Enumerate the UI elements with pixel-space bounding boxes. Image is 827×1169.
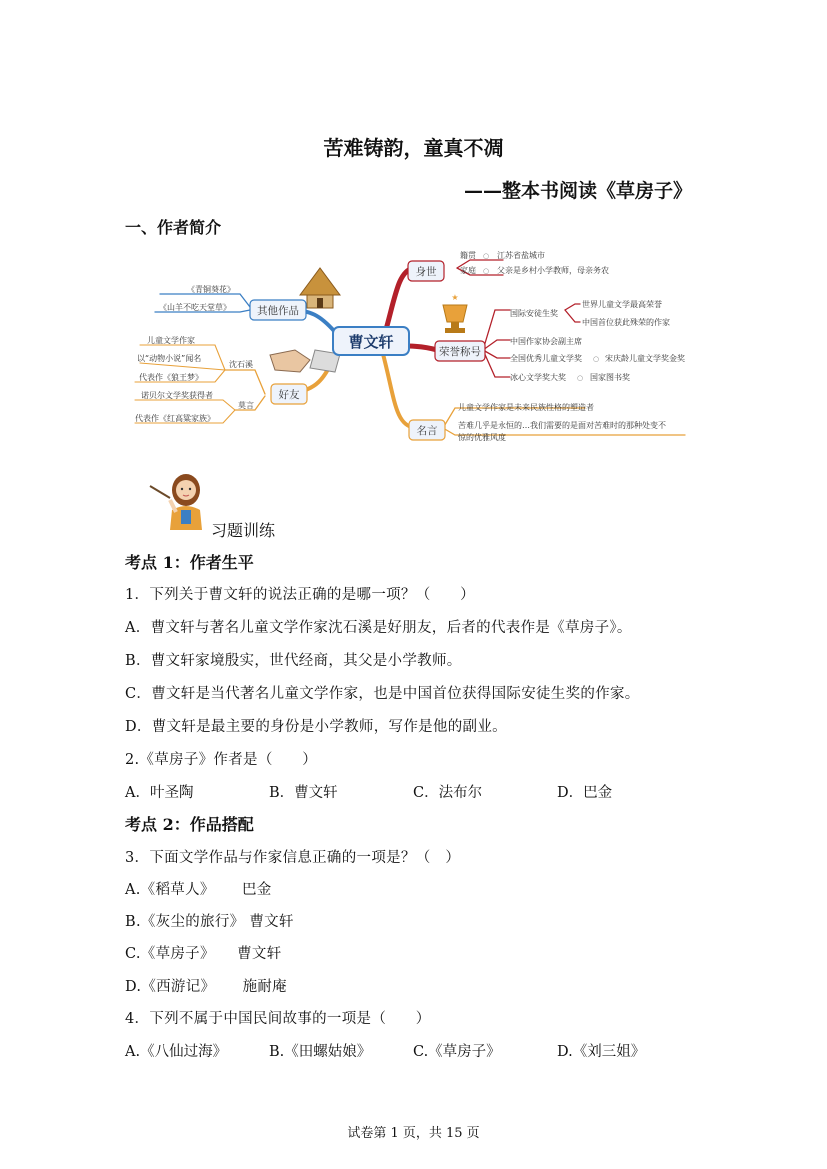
q1-option-a: A．曹文轩与著名儿童文学作家沈石溪是好朋友，后者的代表作是《草房子》。 [125, 620, 632, 636]
honor-national-book: 国家图书奖 [590, 373, 630, 382]
q2-option-a: A．叶圣陶 [125, 785, 194, 801]
kaodian2-heading: 考点 2：作品搭配 [125, 815, 254, 834]
branch-quotes: 名言 [416, 425, 438, 437]
q4-option-d: D.《刘三姐》 [557, 1044, 646, 1060]
q1-option-c: C．曹文轩是当代著名儿童文学作家，也是中国首位获得国际安徒生奖的作家。 [125, 686, 640, 702]
trophy-icon [443, 293, 467, 333]
background-value-1: 父亲是乡村小学教师，母亲务农 [497, 266, 609, 275]
bullet-icon: ○ [483, 252, 490, 260]
friend-shen-detail-0: 儿童文学作家 [147, 336, 195, 345]
friend-mo-detail-1: 代表作《红高粱家族》 [135, 414, 215, 423]
friend-shen-detail-1: 以“动物小说”闻名 [137, 354, 202, 363]
background-key-1: 家庭 [460, 266, 476, 275]
andersen-note-0: 世界儿童文学最高荣誉 [582, 300, 662, 309]
branch-friends: 好友 [278, 389, 300, 401]
svg-text:★: ★ [451, 293, 459, 302]
honor-vice-chair: 中国作家协会副主席 [510, 337, 582, 346]
background-key-0: 籍贯 [460, 251, 476, 260]
honor-bingxin: 冰心文学奖大奖 [510, 373, 566, 382]
q3-option-a: A.《稻草人》 巴金 [125, 882, 272, 898]
q2-option-b: B．曹文轩 [269, 785, 338, 801]
friend-mo-detail-0: 诺贝尔文学奖获得者 [141, 391, 213, 400]
page-footer: 试卷第 1 页，共 15 页 [347, 1126, 480, 1141]
quote-2: 惊的优雅风度 [458, 433, 506, 442]
friend-shen-detail-2: 代表作《狼王梦》 [139, 373, 203, 382]
honor-andersen: 国际安徒生奖 [510, 309, 558, 318]
branch-honors: 荣誉称号 [439, 346, 481, 358]
friend-shen-name: 沈石溪 [229, 360, 253, 369]
quote-1: 苦难几乎是永恒的…我们需要的是面对苦难时的那种处变不 [458, 421, 666, 430]
q4-stem: 4．下列不属于中国民间故事的一项是（ ） [125, 1011, 431, 1027]
q3-option-b: B.《灰尘的旅行》 曹文轩 [125, 914, 294, 930]
q4-option-b: B.《田螺姑娘》 [269, 1044, 372, 1060]
q2-option-c: C．法布尔 [413, 785, 483, 801]
honor-excellent: 全国优秀儿童文学奖 [510, 354, 582, 363]
q2-option-d: D．巴金 [557, 785, 613, 801]
other-work-1: 《山羊不吃天堂草》 [159, 303, 231, 312]
document-title: 苦难铸韵，童真不凋 [323, 136, 504, 160]
q3-stem: 3．下面文学作品与作家信息正确的一项是？（ ） [125, 850, 461, 866]
bullet-icon: ○ [577, 374, 584, 382]
q4-options [125, 1040, 685, 1060]
bullet-icon: ○ [483, 267, 490, 275]
q1-option-b: B．曹文轩家境殷实，世代经商，其父是小学教师。 [125, 653, 462, 669]
kaodian1-heading: 考点 1：作者生平 [125, 553, 254, 572]
q4-option-c: C.《草房子》 [413, 1044, 501, 1060]
handshake-icon [270, 350, 340, 372]
q2-options [125, 781, 685, 801]
q1-stem: 1．下列关于曹文轩的说法正确的是哪一项？（ ） [125, 587, 475, 603]
andersen-note-1: 中国首位获此殊荣的作家 [582, 318, 670, 327]
document-subtitle: ——整本书阅读《草房子》 [463, 180, 692, 202]
q3-option-c: C.《草房子》 曹文轩 [125, 946, 282, 962]
mindmap-center: 曹文轩 [348, 333, 394, 351]
bullet-icon: ○ [593, 355, 600, 363]
branch-background: 身世 [415, 266, 437, 278]
background-value-0: 江苏省盐城市 [497, 251, 545, 260]
quote-0: 儿童文学作家是未来民族性格的塑造者 [458, 403, 594, 412]
author-mindmap [125, 250, 705, 450]
q4-option-a: A.《八仙过海》 [125, 1044, 228, 1060]
branch-other-works: 其他作品 [257, 305, 299, 317]
q2-stem: 2.《草房子》作者是（ ） [125, 752, 318, 768]
q3-option-d: D.《西游记》 施耐庵 [125, 979, 287, 995]
teacher-icon [148, 468, 218, 530]
honor-soong: 宋庆龄儿童文学奖金奖 [605, 354, 685, 363]
practice-label: 习题训练 [211, 521, 276, 540]
friend-mo-name: 莫言 [238, 401, 254, 410]
q1-option-d: D．曹文轩是最主要的身份是小学教师，写作是他的副业。 [125, 719, 507, 735]
section-heading-author: 一、作者简介 [125, 218, 222, 237]
other-work-0: 《青铜葵花》 [187, 285, 235, 294]
